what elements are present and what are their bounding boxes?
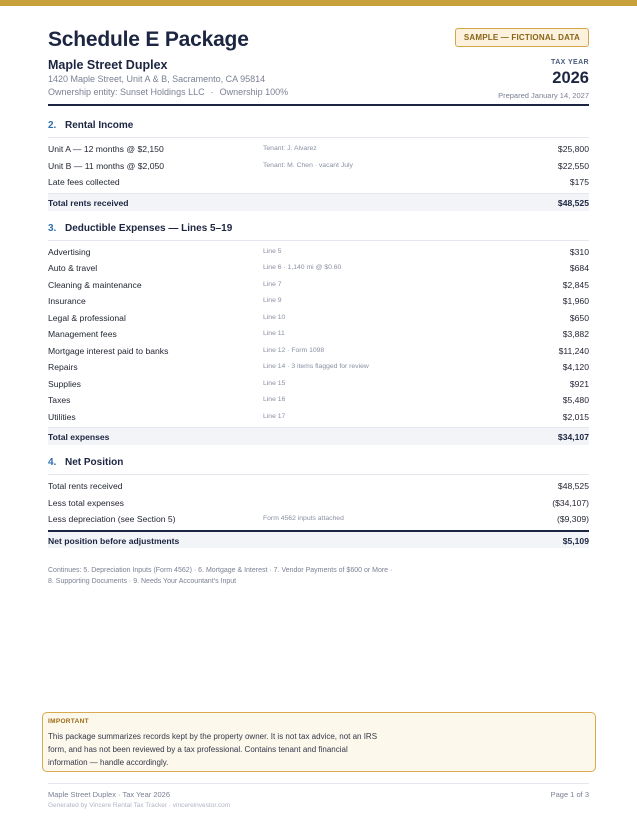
row-note: Line 11	[263, 330, 285, 337]
section-deductible-expenses	[48, 215, 589, 446]
table-row	[48, 359, 589, 376]
total-label: Total rents received	[48, 197, 129, 208]
row-note: Line 5	[263, 247, 282, 255]
row-amount: $310	[569, 246, 589, 257]
row-note: Tenant: M. Chen · vacant July	[263, 161, 353, 169]
page-footer	[48, 783, 589, 813]
table-row	[48, 343, 589, 360]
table-row	[48, 478, 589, 495]
net-position-total-row	[48, 530, 589, 548]
section-heading	[48, 112, 589, 138]
row-label: Total rents received	[48, 481, 123, 491]
row-note: Line 7	[263, 280, 282, 288]
row-label: Unit A — 12 months @ $2,150	[48, 144, 164, 154]
table-row	[48, 495, 589, 512]
continues-line-1: Continues: 5. Depreciation Inputs (Form 4562) · 6. Mortgage & Interest · 7. Vendor Payments of $600 or More ·	[48, 566, 393, 574]
document-page	[48, 6, 589, 587]
total-row	[48, 427, 589, 445]
row-amount: $3,882	[562, 329, 589, 339]
row-label: Insurance	[48, 296, 86, 306]
row-label: Legal & professional	[48, 312, 126, 323]
row-amount: $22,550	[557, 160, 589, 171]
row-label: Utilities	[48, 411, 76, 422]
row-amount: $175	[569, 177, 589, 187]
section-net-position	[48, 449, 589, 548]
row-label: Auto & travel	[48, 263, 98, 273]
row-amount: $1,960	[562, 296, 589, 306]
row-note: Line 10	[263, 313, 286, 321]
tax-year-label: TAX YEAR	[551, 59, 589, 66]
row-amount: $2,015	[562, 411, 589, 422]
footer-document-label: Maple Street Duplex · Tax Year 2026	[48, 790, 171, 799]
tax-year: 2026	[552, 69, 589, 87]
ownership-line	[48, 87, 288, 97]
table-row	[48, 392, 589, 409]
row-label: Mortgage interest paid to banks	[48, 345, 169, 356]
table-row	[48, 244, 589, 261]
continues-line-2: 8. Supporting Documents · 9. Needs Your Accountant's Input	[48, 577, 237, 585]
row-note: Tenant: J. Alvarez	[263, 145, 317, 152]
row-note: Line 17	[263, 412, 286, 420]
row-note: Line 6 · 1,140 mi @ $0.60	[263, 264, 342, 271]
row-amount: $25,800	[557, 144, 589, 154]
row-amount: ($34,107)	[552, 497, 589, 508]
table-row	[48, 326, 589, 343]
row-label: Advertising	[48, 246, 91, 257]
separator-dot: ·	[210, 87, 214, 97]
row-amount: $11,240	[558, 345, 589, 356]
row-amount: ($9,309)	[556, 514, 589, 524]
section-rental-income	[48, 112, 589, 211]
ownership-entity: Ownership entity: Sunset Holdings LLC	[48, 87, 205, 97]
property-name: Maple Street Duplex	[48, 58, 168, 72]
important-text: This package summarizes records kept by the property owner. It is not tax advice, not an IRS form, and has not been reviewed by a tax professional. Contains tenant and financial information — handle accordingly.	[48, 732, 378, 767]
document-header	[48, 6, 589, 106]
section-title: Rental Income	[65, 120, 134, 131]
table-row	[48, 511, 589, 528]
property-address: 1420 Maple Street, Unit A & B, Sacramento, CA 95814	[48, 74, 266, 84]
row-note: Line 9	[263, 297, 282, 304]
table-row	[48, 310, 589, 327]
total-amount: $5,109	[562, 535, 589, 546]
row-label: Repairs	[48, 362, 78, 372]
prepared-date: Prepared January 14, 2027	[498, 91, 589, 100]
row-label: Late fees collected	[48, 177, 120, 187]
total-label: Total expenses	[48, 432, 110, 442]
row-amount: $650	[569, 312, 589, 323]
section-heading	[48, 449, 589, 475]
table-row	[48, 260, 589, 277]
total-amount: $34,107	[557, 432, 589, 442]
row-label: Taxes	[48, 395, 71, 405]
footer-page-number: Page 1 of 3	[550, 790, 589, 799]
row-note: Line 14 · 3 items flagged for review	[263, 363, 369, 370]
row-amount: $5,480	[562, 395, 589, 405]
section-title: Net Position	[65, 457, 124, 468]
footer-generated-by: Generated by Vincere Rental Tax Tracker · vincereinvestor.com	[48, 802, 231, 809]
section-number: 3.	[48, 222, 57, 234]
important-notice	[42, 712, 596, 772]
row-label: Unit B — 11 months @ $2,050	[48, 160, 165, 171]
table-row	[48, 293, 589, 310]
continues-note	[48, 565, 589, 587]
row-amount: $48,525	[557, 481, 589, 491]
row-label: Supplies	[48, 378, 81, 389]
row-note: Form 4562 inputs attached	[263, 515, 344, 522]
row-label: Less depreciation (see Section 5)	[48, 514, 176, 524]
page-title: Schedule E Package	[48, 28, 249, 51]
sample-data-badge: SAMPLE — FICTIONAL DATA	[455, 28, 589, 47]
table-row	[48, 174, 589, 191]
row-label: Less total expenses	[48, 497, 124, 508]
row-note: Line 12 · Form 1098	[263, 346, 325, 354]
section-number: 4.	[48, 457, 57, 468]
row-note: Line 16	[263, 396, 286, 403]
row-amount: $2,845	[562, 279, 589, 290]
table-row	[48, 141, 589, 158]
row-amount: $4,120	[562, 362, 589, 372]
important-tag: IMPORTANT	[48, 718, 89, 725]
ownership-percent: Ownership 100%	[219, 87, 289, 97]
row-note: Line 15	[263, 379, 286, 387]
section-number: 2.	[48, 120, 57, 131]
row-amount: $921	[569, 378, 589, 389]
section-title: Deductible Expenses — Lines 5–19	[65, 222, 233, 234]
section-heading	[48, 215, 589, 241]
row-label: Cleaning & maintenance	[48, 279, 142, 290]
total-amount: $48,525	[557, 197, 589, 208]
row-label: Management fees	[48, 329, 117, 339]
total-label: Net position before adjustments	[48, 535, 180, 546]
table-row	[48, 277, 589, 294]
table-row	[48, 158, 589, 175]
row-amount: $684	[569, 263, 589, 273]
total-row	[48, 193, 589, 211]
table-row	[48, 409, 589, 426]
table-row	[48, 376, 589, 393]
